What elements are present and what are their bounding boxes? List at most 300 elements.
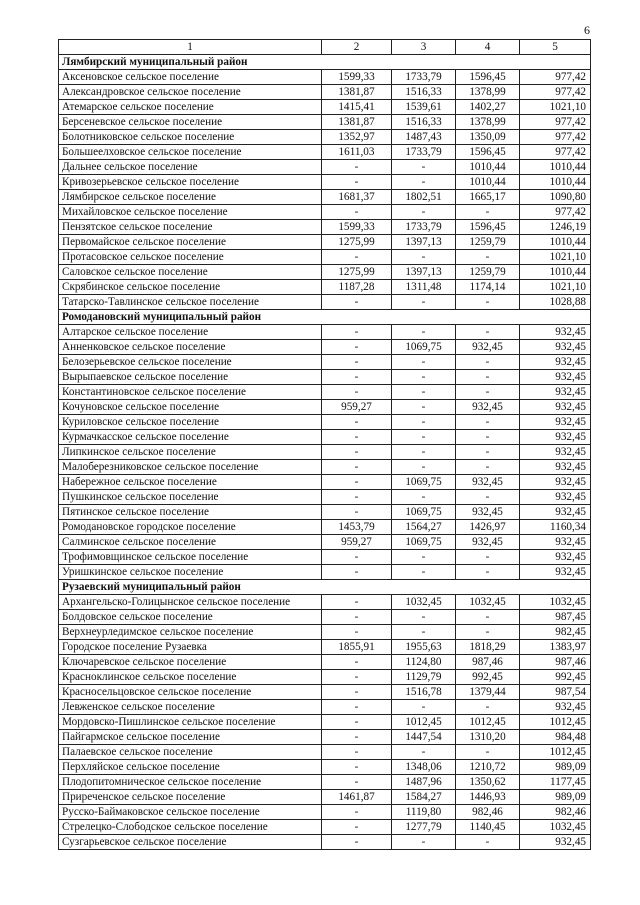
value-col-3: 1129,79 bbox=[392, 670, 456, 685]
settlement-name: Кочуновское сельское поселение bbox=[59, 400, 322, 415]
section-title: Ромодановский муниципальный район bbox=[59, 310, 591, 325]
table-row bbox=[59, 370, 591, 385]
value-col-2: - bbox=[322, 595, 392, 610]
tariff-table bbox=[58, 39, 591, 850]
value-col-2: 1352,97 bbox=[322, 130, 392, 145]
settlement-name: Куриловское сельское поселение bbox=[59, 415, 322, 430]
value-col-4: 1378,99 bbox=[456, 115, 520, 130]
settlement-name: Красноклинское сельское поселение bbox=[59, 670, 322, 685]
settlement-name: Кривозерьевское сельское поселение bbox=[59, 175, 322, 190]
section-row bbox=[59, 580, 591, 595]
value-col-3: 1564,27 bbox=[392, 520, 456, 535]
settlement-name: Малоберезниковское сельское поселение bbox=[59, 460, 322, 475]
table-row bbox=[59, 400, 591, 415]
value-col-4: 932,45 bbox=[456, 535, 520, 550]
value-col-5: 1021,10 bbox=[520, 250, 591, 265]
value-col-4: - bbox=[456, 565, 520, 580]
value-col-2: - bbox=[322, 730, 392, 745]
value-col-2: - bbox=[322, 610, 392, 625]
settlement-name: Пайгармское сельское поселение bbox=[59, 730, 322, 745]
table-row bbox=[59, 280, 591, 295]
table-row bbox=[59, 760, 591, 775]
table-row bbox=[59, 130, 591, 145]
value-col-5: 1010,44 bbox=[520, 160, 591, 175]
value-col-5: 989,09 bbox=[520, 760, 591, 775]
page-number: 6 bbox=[584, 23, 590, 37]
settlement-name: Русско-Баймаковское сельское поселение bbox=[59, 805, 322, 820]
table-row bbox=[59, 415, 591, 430]
value-col-5: 1032,45 bbox=[520, 595, 591, 610]
settlement-name: Палаевское сельское поселение bbox=[59, 745, 322, 760]
table-row bbox=[59, 235, 591, 250]
value-col-2: - bbox=[322, 250, 392, 265]
value-col-3: - bbox=[392, 370, 456, 385]
value-col-5: 1028,88 bbox=[520, 295, 591, 310]
table-row bbox=[59, 520, 591, 535]
value-col-5: 1090,80 bbox=[520, 190, 591, 205]
value-col-4: - bbox=[456, 460, 520, 475]
table-header-row bbox=[59, 40, 591, 55]
settlement-name: Архангельско-Голицынское сельское поселение bbox=[59, 595, 322, 610]
value-col-4: 1012,45 bbox=[456, 715, 520, 730]
settlement-name: Константиновское сельское поселение bbox=[59, 385, 322, 400]
value-col-2: - bbox=[322, 820, 392, 835]
table-row bbox=[59, 655, 591, 670]
value-col-5: 987,46 bbox=[520, 655, 591, 670]
value-col-3: - bbox=[392, 295, 456, 310]
value-col-5: 932,45 bbox=[520, 565, 591, 580]
value-col-2: 1275,99 bbox=[322, 265, 392, 280]
table-row bbox=[59, 160, 591, 175]
table-row bbox=[59, 355, 591, 370]
value-col-3: 1119,80 bbox=[392, 805, 456, 820]
value-col-3: - bbox=[392, 490, 456, 505]
settlement-name: Александровское сельское поселение bbox=[59, 85, 322, 100]
value-col-4: - bbox=[456, 325, 520, 340]
value-col-4: - bbox=[456, 355, 520, 370]
settlement-name: Первомайское сельское поселение bbox=[59, 235, 322, 250]
value-col-4: - bbox=[456, 625, 520, 640]
table-row bbox=[59, 805, 591, 820]
column-header-1: 1 bbox=[59, 40, 322, 55]
settlement-name: Ромодановское городское поселение bbox=[59, 520, 322, 535]
value-col-2: - bbox=[322, 160, 392, 175]
value-col-3: - bbox=[392, 400, 456, 415]
value-col-3: - bbox=[392, 550, 456, 565]
table-row bbox=[59, 175, 591, 190]
value-col-5: 992,45 bbox=[520, 670, 591, 685]
value-col-4: 932,45 bbox=[456, 400, 520, 415]
value-col-3: - bbox=[392, 385, 456, 400]
settlement-name: Красносельцовское сельское поселение bbox=[59, 685, 322, 700]
value-col-2: - bbox=[322, 355, 392, 370]
value-col-3: - bbox=[392, 355, 456, 370]
table-row bbox=[59, 490, 591, 505]
section-row bbox=[59, 310, 591, 325]
value-col-3: 1012,45 bbox=[392, 715, 456, 730]
value-col-2: 1275,99 bbox=[322, 235, 392, 250]
value-col-5: 977,42 bbox=[520, 205, 591, 220]
settlement-name: Сузгарьевское сельское поселение bbox=[59, 835, 322, 850]
value-col-3: 1069,75 bbox=[392, 535, 456, 550]
value-col-3: 1516,78 bbox=[392, 685, 456, 700]
value-col-3: 1584,27 bbox=[392, 790, 456, 805]
table-row bbox=[59, 295, 591, 310]
table-row bbox=[59, 625, 591, 640]
table-row bbox=[59, 70, 591, 85]
table-row bbox=[59, 220, 591, 235]
value-col-4: - bbox=[456, 445, 520, 460]
table-row bbox=[59, 265, 591, 280]
settlement-name: Городское поселение Рузаевка bbox=[59, 640, 322, 655]
value-col-4: 1596,45 bbox=[456, 220, 520, 235]
value-col-2: - bbox=[322, 685, 392, 700]
table-row bbox=[59, 685, 591, 700]
value-col-2: 1855,91 bbox=[322, 640, 392, 655]
table-row bbox=[59, 775, 591, 790]
value-col-2: - bbox=[322, 205, 392, 220]
value-col-3: - bbox=[392, 445, 456, 460]
settlement-name: Трофимовщинское сельское поселение bbox=[59, 550, 322, 565]
value-col-4: 1010,44 bbox=[456, 160, 520, 175]
value-col-5: 932,45 bbox=[520, 835, 591, 850]
value-col-2: - bbox=[322, 415, 392, 430]
value-col-2: - bbox=[322, 325, 392, 340]
settlement-name: Скрябинское сельское поселение bbox=[59, 280, 322, 295]
settlement-name: Пензятское сельское поселение bbox=[59, 220, 322, 235]
value-col-2: - bbox=[322, 565, 392, 580]
value-col-3: 1032,45 bbox=[392, 595, 456, 610]
value-col-4: 1665,17 bbox=[456, 190, 520, 205]
value-col-3: 1069,75 bbox=[392, 505, 456, 520]
value-col-2: 1381,87 bbox=[322, 115, 392, 130]
value-col-5: 987,45 bbox=[520, 610, 591, 625]
value-col-3: 1487,43 bbox=[392, 130, 456, 145]
table-row bbox=[59, 640, 591, 655]
value-col-3: - bbox=[392, 430, 456, 445]
value-col-5: 1032,45 bbox=[520, 820, 591, 835]
settlement-name: Татарско-Тавлинское сельское поселение bbox=[59, 295, 322, 310]
table-row bbox=[59, 550, 591, 565]
value-col-3: 1069,75 bbox=[392, 340, 456, 355]
column-header-4: 4 bbox=[456, 40, 520, 55]
value-col-5: 1177,45 bbox=[520, 775, 591, 790]
settlement-name: Саловское сельское поселение bbox=[59, 265, 322, 280]
value-col-3: - bbox=[392, 460, 456, 475]
settlement-name: Дальнее сельское поселение bbox=[59, 160, 322, 175]
value-col-3: - bbox=[392, 160, 456, 175]
table-row bbox=[59, 535, 591, 550]
settlement-name: Верхнеурледимское сельское поселение bbox=[59, 625, 322, 640]
value-col-4: - bbox=[456, 250, 520, 265]
value-col-2: - bbox=[322, 430, 392, 445]
value-col-3: 1516,33 bbox=[392, 115, 456, 130]
value-col-5: 932,45 bbox=[520, 430, 591, 445]
value-col-2: 959,27 bbox=[322, 400, 392, 415]
table-row bbox=[59, 85, 591, 100]
value-col-5: 1383,97 bbox=[520, 640, 591, 655]
value-col-2: 1611,03 bbox=[322, 145, 392, 160]
table-row bbox=[59, 715, 591, 730]
settlement-name: Болотниковское сельское поселение bbox=[59, 130, 322, 145]
value-col-3: 1733,79 bbox=[392, 70, 456, 85]
value-col-3: 1397,13 bbox=[392, 265, 456, 280]
table-row bbox=[59, 610, 591, 625]
value-col-5: 1021,10 bbox=[520, 280, 591, 295]
table-row bbox=[59, 190, 591, 205]
value-col-4: - bbox=[456, 550, 520, 565]
section-title: Лямбирский муниципальный район bbox=[59, 55, 591, 70]
value-col-3: - bbox=[392, 415, 456, 430]
value-col-4: 1446,93 bbox=[456, 790, 520, 805]
table-row bbox=[59, 325, 591, 340]
value-col-5: 977,42 bbox=[520, 70, 591, 85]
value-col-2: - bbox=[322, 295, 392, 310]
table-body bbox=[59, 40, 591, 850]
table-row bbox=[59, 670, 591, 685]
table-row bbox=[59, 505, 591, 520]
value-col-4: 1818,29 bbox=[456, 640, 520, 655]
section-title: Рузаевский муниципальный район bbox=[59, 580, 591, 595]
value-col-2: - bbox=[322, 490, 392, 505]
table-row bbox=[59, 475, 591, 490]
value-col-5: 932,45 bbox=[520, 460, 591, 475]
settlement-name: Анненковское сельское поселение bbox=[59, 340, 322, 355]
table-row bbox=[59, 385, 591, 400]
value-col-2: 959,27 bbox=[322, 535, 392, 550]
value-col-5: 932,45 bbox=[520, 400, 591, 415]
value-col-5: 932,45 bbox=[520, 445, 591, 460]
value-col-4: 932,45 bbox=[456, 340, 520, 355]
value-col-5: 932,45 bbox=[520, 550, 591, 565]
value-col-3: 1311,48 bbox=[392, 280, 456, 295]
settlement-name: Алтарское сельское поселение bbox=[59, 325, 322, 340]
settlement-name: Приреченское сельское поселение bbox=[59, 790, 322, 805]
value-col-3: 1348,06 bbox=[392, 760, 456, 775]
value-col-4: 1310,20 bbox=[456, 730, 520, 745]
value-col-4: 1596,45 bbox=[456, 70, 520, 85]
value-col-2: 1681,37 bbox=[322, 190, 392, 205]
table-row bbox=[59, 100, 591, 115]
value-col-3: 1447,54 bbox=[392, 730, 456, 745]
value-col-2: - bbox=[322, 475, 392, 490]
value-col-4: - bbox=[456, 205, 520, 220]
value-col-5: 1010,44 bbox=[520, 175, 591, 190]
value-col-2: - bbox=[322, 370, 392, 385]
settlement-name: Белозерьевское сельское поселение bbox=[59, 355, 322, 370]
value-col-4: 1259,79 bbox=[456, 235, 520, 250]
value-col-4: 982,46 bbox=[456, 805, 520, 820]
value-col-5: 1010,44 bbox=[520, 235, 591, 250]
value-col-3: - bbox=[392, 835, 456, 850]
value-col-5: 932,45 bbox=[520, 490, 591, 505]
column-header-2: 2 bbox=[322, 40, 392, 55]
value-col-3: - bbox=[392, 325, 456, 340]
settlement-name: Аксеновское сельское поселение bbox=[59, 70, 322, 85]
settlement-name: Перхляйское сельское поселение bbox=[59, 760, 322, 775]
table-row bbox=[59, 145, 591, 160]
value-col-2: 1461,87 bbox=[322, 790, 392, 805]
value-col-2: - bbox=[322, 670, 392, 685]
value-col-4: 1426,97 bbox=[456, 520, 520, 535]
value-col-4: 1378,99 bbox=[456, 85, 520, 100]
value-col-4: 992,45 bbox=[456, 670, 520, 685]
value-col-5: 1021,10 bbox=[520, 100, 591, 115]
value-col-3: 1397,13 bbox=[392, 235, 456, 250]
value-col-5: 1160,34 bbox=[520, 520, 591, 535]
value-col-4: - bbox=[456, 700, 520, 715]
value-col-3: 1733,79 bbox=[392, 220, 456, 235]
value-col-5: 932,45 bbox=[520, 325, 591, 340]
value-col-4: 1140,45 bbox=[456, 820, 520, 835]
settlement-name: Ключаревское сельское поселение bbox=[59, 655, 322, 670]
value-col-3: 1955,63 bbox=[392, 640, 456, 655]
settlement-name: Левженское сельское поселение bbox=[59, 700, 322, 715]
value-col-4: - bbox=[456, 415, 520, 430]
value-col-3: 1069,75 bbox=[392, 475, 456, 490]
value-col-4: 1032,45 bbox=[456, 595, 520, 610]
value-col-3: 1277,79 bbox=[392, 820, 456, 835]
value-col-4: 1174,14 bbox=[456, 280, 520, 295]
value-col-4: - bbox=[456, 490, 520, 505]
value-col-2: 1415,41 bbox=[322, 100, 392, 115]
value-col-3: 1487,96 bbox=[392, 775, 456, 790]
column-header-3: 3 bbox=[392, 40, 456, 55]
value-col-2: - bbox=[322, 550, 392, 565]
value-col-4: 1259,79 bbox=[456, 265, 520, 280]
value-col-4: 987,46 bbox=[456, 655, 520, 670]
table-row bbox=[59, 790, 591, 805]
settlement-name: Большеелховское сельское поселение bbox=[59, 145, 322, 160]
value-col-4: 1596,45 bbox=[456, 145, 520, 160]
value-col-2: - bbox=[322, 625, 392, 640]
value-col-4: 932,45 bbox=[456, 505, 520, 520]
value-col-3: 1124,80 bbox=[392, 655, 456, 670]
settlement-name: Набережное сельское поселение bbox=[59, 475, 322, 490]
value-col-5: 977,42 bbox=[520, 115, 591, 130]
value-col-2: - bbox=[322, 385, 392, 400]
value-col-5: 1010,44 bbox=[520, 265, 591, 280]
value-col-5: 1246,19 bbox=[520, 220, 591, 235]
value-col-2: 1453,79 bbox=[322, 520, 392, 535]
value-col-5: 932,45 bbox=[520, 385, 591, 400]
value-col-4: 932,45 bbox=[456, 475, 520, 490]
value-col-4: - bbox=[456, 370, 520, 385]
table-row bbox=[59, 445, 591, 460]
table-row bbox=[59, 340, 591, 355]
value-col-5: 1012,45 bbox=[520, 745, 591, 760]
table-row bbox=[59, 700, 591, 715]
settlement-name: Лямбирское сельское поселение bbox=[59, 190, 322, 205]
value-col-2: - bbox=[322, 805, 392, 820]
value-col-5: 932,45 bbox=[520, 505, 591, 520]
settlement-name: Липкинское сельское поселение bbox=[59, 445, 322, 460]
settlement-name: Михайловское сельское поселение bbox=[59, 205, 322, 220]
value-col-2: - bbox=[322, 700, 392, 715]
table-row bbox=[59, 460, 591, 475]
value-col-3: 1516,33 bbox=[392, 85, 456, 100]
value-col-4: 1210,72 bbox=[456, 760, 520, 775]
settlement-name: Курмачкасское сельское поселение bbox=[59, 430, 322, 445]
value-col-3: - bbox=[392, 745, 456, 760]
value-col-2: - bbox=[322, 445, 392, 460]
settlement-name: Мордовско-Пишлинское сельское поселение bbox=[59, 715, 322, 730]
value-col-4: 1402,27 bbox=[456, 100, 520, 115]
value-col-4: - bbox=[456, 835, 520, 850]
value-col-2: 1599,33 bbox=[322, 70, 392, 85]
value-col-5: 982,45 bbox=[520, 625, 591, 640]
value-col-5: 984,48 bbox=[520, 730, 591, 745]
value-col-4: - bbox=[456, 295, 520, 310]
value-col-3: - bbox=[392, 625, 456, 640]
table-row bbox=[59, 250, 591, 265]
settlement-name: Пушкинское сельское поселение bbox=[59, 490, 322, 505]
value-col-2: - bbox=[322, 175, 392, 190]
value-col-2: 1381,87 bbox=[322, 85, 392, 100]
value-col-2: - bbox=[322, 460, 392, 475]
value-col-2: - bbox=[322, 655, 392, 670]
settlement-name: Атемарское сельское поселение bbox=[59, 100, 322, 115]
table-row bbox=[59, 730, 591, 745]
value-col-2: - bbox=[322, 340, 392, 355]
value-col-2: - bbox=[322, 835, 392, 850]
settlement-name: Болдовское сельское поселение bbox=[59, 610, 322, 625]
table-row bbox=[59, 430, 591, 445]
settlement-name: Пятинское сельское поселение bbox=[59, 505, 322, 520]
value-col-3: - bbox=[392, 250, 456, 265]
value-col-5: 977,42 bbox=[520, 145, 591, 160]
value-col-2: 1187,28 bbox=[322, 280, 392, 295]
value-col-3: 1733,79 bbox=[392, 145, 456, 160]
value-col-5: 977,42 bbox=[520, 130, 591, 145]
value-col-5: 977,42 bbox=[520, 85, 591, 100]
table-row bbox=[59, 835, 591, 850]
value-col-4: 1350,62 bbox=[456, 775, 520, 790]
value-col-4: - bbox=[456, 430, 520, 445]
table-row bbox=[59, 745, 591, 760]
settlement-name: Уришкинское сельское поселение bbox=[59, 565, 322, 580]
value-col-4: - bbox=[456, 385, 520, 400]
value-col-2: - bbox=[322, 745, 392, 760]
value-col-2: - bbox=[322, 760, 392, 775]
settlement-name: Вырыпаевское сельское поселение bbox=[59, 370, 322, 385]
settlement-name: Салминское сельское поселение bbox=[59, 535, 322, 550]
table-row bbox=[59, 205, 591, 220]
table-row bbox=[59, 115, 591, 130]
value-col-5: 1012,45 bbox=[520, 715, 591, 730]
value-col-2: - bbox=[322, 505, 392, 520]
settlement-name: Берсеневское сельское поселение bbox=[59, 115, 322, 130]
value-col-3: - bbox=[392, 175, 456, 190]
value-col-5: 989,09 bbox=[520, 790, 591, 805]
value-col-4: - bbox=[456, 610, 520, 625]
settlement-name: Стрелецко-Слободское сельское поселение bbox=[59, 820, 322, 835]
value-col-2: - bbox=[322, 715, 392, 730]
value-col-4: 1010,44 bbox=[456, 175, 520, 190]
value-col-5: 932,45 bbox=[520, 475, 591, 490]
value-col-5: 987,54 bbox=[520, 685, 591, 700]
table-row bbox=[59, 565, 591, 580]
table-row bbox=[59, 820, 591, 835]
value-col-5: 932,45 bbox=[520, 700, 591, 715]
settlement-name: Протасовское сельское поселение bbox=[59, 250, 322, 265]
value-col-5: 932,45 bbox=[520, 340, 591, 355]
settlement-name: Плодопитомническое сельское поселение bbox=[59, 775, 322, 790]
table-row bbox=[59, 595, 591, 610]
value-col-4: 1350,09 bbox=[456, 130, 520, 145]
value-col-3: 1802,51 bbox=[392, 190, 456, 205]
value-col-5: 932,45 bbox=[520, 370, 591, 385]
